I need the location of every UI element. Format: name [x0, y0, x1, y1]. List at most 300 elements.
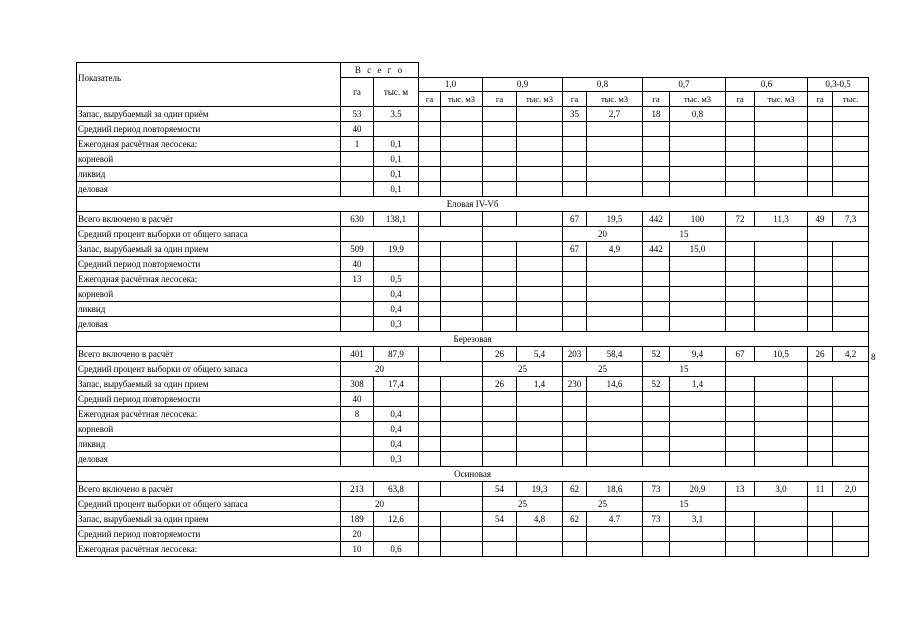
table-row: [77, 182, 869, 197]
row-label: Средний процент выборки от общего запаса: [77, 497, 341, 512]
table-cell: [441, 212, 483, 227]
table-row: [77, 392, 869, 407]
table-cell: 67: [563, 242, 587, 257]
edge-mark: 8: [871, 352, 876, 362]
table-cell: [808, 422, 833, 437]
table-cell: [808, 137, 833, 152]
table-cell: [483, 317, 517, 332]
table-cell: [755, 422, 808, 437]
table-cell: [670, 422, 726, 437]
table-cell: [441, 392, 483, 407]
table-cell: [808, 512, 833, 527]
table-cell: 230: [563, 377, 587, 392]
table-cell: [587, 317, 643, 332]
table-cell: [587, 392, 643, 407]
table-cell: [670, 257, 726, 272]
table-cell: 26: [808, 347, 833, 362]
sub-ths: тыс. м3: [755, 92, 808, 107]
section-row: [77, 332, 869, 347]
table-row: [77, 242, 869, 257]
table-cell: 13: [341, 272, 374, 287]
table-cell: 442: [643, 212, 670, 227]
table-cell: [563, 257, 587, 272]
table-cell: [517, 182, 563, 197]
table-cell: [833, 407, 869, 422]
table-cell: [374, 257, 419, 272]
table-cell: [670, 317, 726, 332]
table-cell: [341, 437, 374, 452]
table-cell: [441, 407, 483, 422]
table-cell: [517, 542, 563, 557]
table-cell: [419, 107, 441, 122]
table-cell: 62: [563, 482, 587, 497]
table-cell: 52: [643, 377, 670, 392]
table-cell: 0,1: [374, 152, 419, 167]
table-cell: 213: [341, 482, 374, 497]
table-cell: [517, 242, 563, 257]
table-cell: [726, 122, 755, 137]
table-cell: [808, 362, 869, 377]
table-cell: [517, 452, 563, 467]
row-label: Всего включено в расчёт: [77, 482, 341, 497]
table-cell: [643, 437, 670, 452]
table-cell: 40: [341, 392, 374, 407]
table-cell: 0,4: [374, 407, 419, 422]
table-row: [77, 272, 869, 287]
table-cell: 53: [341, 107, 374, 122]
table-cell: 3,1: [670, 512, 726, 527]
table-cell: [755, 182, 808, 197]
forest-calculation-table: [76, 62, 869, 557]
row-label: Запас, вырубаемый за один прием: [77, 512, 341, 527]
table-cell: [755, 287, 808, 302]
row-label: Запас, вырубаемый за один приём: [77, 107, 341, 122]
table-cell: 18,6: [587, 482, 643, 497]
header-total-ha: га: [341, 78, 374, 107]
table-cell: [833, 392, 869, 407]
table-cell: [441, 452, 483, 467]
table-cell: [755, 122, 808, 137]
table-cell: [483, 212, 517, 227]
table-cell: [808, 122, 833, 137]
table-cell: 3.5: [374, 107, 419, 122]
table-cell: 100: [670, 212, 726, 227]
table-cell: 19,5: [587, 212, 643, 227]
sub-ths: тыс. м3: [517, 92, 563, 107]
table-cell: 20: [563, 227, 643, 242]
table-cell: [670, 122, 726, 137]
row-label: ликвид: [77, 437, 341, 452]
table-cell: 67: [726, 347, 755, 362]
table-cell: [517, 407, 563, 422]
table-cell: [643, 122, 670, 137]
table-cell: [483, 422, 517, 437]
table-cell: 0,4: [374, 437, 419, 452]
table-cell: [419, 437, 441, 452]
table-cell: [670, 287, 726, 302]
table-cell: [808, 167, 833, 182]
table-cell: [726, 437, 755, 452]
table-cell: 26: [483, 347, 517, 362]
table-cell: [419, 152, 441, 167]
table-cell: [441, 317, 483, 332]
table-cell: [483, 122, 517, 137]
row-label: корневой: [77, 287, 341, 302]
row-label: Ежегодная расчётная лесосека:: [77, 272, 341, 287]
table-cell: [833, 512, 869, 527]
table-cell: [755, 167, 808, 182]
table-row: [77, 287, 869, 302]
table-cell: 4,8: [517, 512, 563, 527]
table-cell: [563, 422, 587, 437]
table-cell: [643, 287, 670, 302]
table-cell: [643, 542, 670, 557]
table-cell: [726, 422, 755, 437]
table-cell: 15: [643, 362, 726, 377]
table-cell: 73: [643, 512, 670, 527]
table-cell: [517, 317, 563, 332]
table-cell: [441, 137, 483, 152]
section-row: [77, 197, 869, 212]
table-cell: [441, 347, 483, 362]
table-cell: [563, 137, 587, 152]
table-cell: [670, 452, 726, 467]
table-cell: [441, 272, 483, 287]
table-cell: [808, 527, 833, 542]
table-cell: [670, 182, 726, 197]
table-cell: [808, 152, 833, 167]
table-cell: [419, 122, 441, 137]
table-cell: [643, 257, 670, 272]
table-cell: [587, 437, 643, 452]
table-cell: [643, 317, 670, 332]
table-cell: 62: [563, 512, 587, 527]
table-cell: [341, 302, 374, 317]
table-cell: [833, 107, 869, 122]
table-cell: [341, 287, 374, 302]
table-cell: [670, 137, 726, 152]
table-cell: 0,5: [374, 272, 419, 287]
row-label: Средний процент выборки от общего запаса: [77, 362, 341, 377]
table-cell: [726, 302, 755, 317]
table-row: [77, 167, 869, 182]
table-cell: [808, 377, 833, 392]
sub-ths: тыс. м3: [587, 92, 643, 107]
table-cell: [643, 527, 670, 542]
table-cell: [808, 287, 833, 302]
table-cell: 0,4: [374, 422, 419, 437]
table-cell: [726, 182, 755, 197]
table-cell: [643, 137, 670, 152]
sub-ha: га: [808, 92, 833, 107]
table-cell: [517, 257, 563, 272]
table-cell: [483, 137, 517, 152]
sub-ha: га: [726, 92, 755, 107]
table-cell: [441, 542, 483, 557]
table-cell: [483, 107, 517, 122]
table-cell: [419, 512, 441, 527]
table-cell: [726, 362, 808, 377]
row-label: ликвид: [77, 167, 341, 182]
table-cell: [755, 272, 808, 287]
table-cell: [563, 167, 587, 182]
table-cell: [563, 272, 587, 287]
table-cell: [587, 257, 643, 272]
table-cell: 0,1: [374, 167, 419, 182]
table-cell: [563, 302, 587, 317]
table-cell: 15: [643, 227, 726, 242]
table-cell: [483, 257, 517, 272]
table-cell: [419, 452, 441, 467]
table-cell: 20: [341, 527, 374, 542]
table-cell: [441, 437, 483, 452]
table-cell: [441, 122, 483, 137]
table-cell: [563, 122, 587, 137]
table-cell: [833, 257, 869, 272]
table-cell: 203: [563, 347, 587, 362]
table-cell: [563, 317, 587, 332]
table-cell: [517, 437, 563, 452]
table-cell: [587, 302, 643, 317]
table-cell: [563, 452, 587, 467]
table-cell: 11: [808, 482, 833, 497]
table-cell: [419, 287, 441, 302]
table-cell: [833, 437, 869, 452]
header-class-6: 0,3-0,5: [808, 78, 869, 92]
table-cell: 19,3: [517, 482, 563, 497]
table-cell: [808, 407, 833, 422]
table-cell: [833, 302, 869, 317]
table-cell: 7,3: [833, 212, 869, 227]
table-cell: 15,0: [670, 242, 726, 257]
table-cell: [755, 137, 808, 152]
table-cell: [517, 392, 563, 407]
table-cell: [726, 152, 755, 167]
table-cell: [517, 287, 563, 302]
table-cell: [726, 527, 755, 542]
table-cell: [726, 377, 755, 392]
table-row: [77, 347, 869, 362]
table-cell: [670, 437, 726, 452]
table-cell: 0,1: [374, 182, 419, 197]
row-label: Средний период повторяемости: [77, 392, 341, 407]
table-cell: [808, 242, 833, 257]
table-row: [77, 212, 869, 227]
table-cell: [517, 152, 563, 167]
header-indicator: Показатель: [77, 63, 341, 107]
table-row: [77, 497, 869, 512]
table-cell: [419, 392, 441, 407]
table-cell: [755, 542, 808, 557]
table-cell: 54: [483, 482, 517, 497]
sub-ha: га: [643, 92, 670, 107]
table-cell: 40: [341, 122, 374, 137]
table-cell: [483, 182, 517, 197]
table-cell: [483, 452, 517, 467]
table-cell: [483, 527, 517, 542]
table-cell: 73: [643, 482, 670, 497]
table-cell: [833, 152, 869, 167]
table-cell: [833, 542, 869, 557]
table-cell: [517, 212, 563, 227]
table-cell: [419, 482, 441, 497]
table-cell: [587, 182, 643, 197]
table-cell: [587, 422, 643, 437]
table-cell: [341, 452, 374, 467]
table-cell: [587, 407, 643, 422]
header-class-2: 0,9: [483, 78, 563, 92]
table-cell: [587, 122, 643, 137]
table-cell: [726, 227, 808, 242]
table-cell: [419, 377, 441, 392]
document-table-container: [76, 62, 869, 557]
row-label: Средний период повторяемости: [77, 527, 341, 542]
table-cell: [563, 152, 587, 167]
sub-ha: га: [563, 92, 587, 107]
table-cell: [726, 452, 755, 467]
table-cell: [419, 542, 441, 557]
table-cell: 40: [341, 257, 374, 272]
row-label: Средний процент выборки от общего запаса: [77, 227, 341, 242]
table-cell: 19,9: [374, 242, 419, 257]
table-cell: [726, 137, 755, 152]
table-cell: [808, 182, 833, 197]
table-cell: [483, 152, 517, 167]
table-cell: [808, 392, 833, 407]
table-cell: [517, 302, 563, 317]
table-cell: 3,0: [755, 482, 808, 497]
sub-ths: тыс. м3: [441, 92, 483, 107]
table-cell: [670, 272, 726, 287]
table-cell: [755, 302, 808, 317]
table-cell: [419, 407, 441, 422]
row-label: корневой: [77, 152, 341, 167]
table-cell: [755, 242, 808, 257]
table-cell: [563, 287, 587, 302]
table-cell: [483, 302, 517, 317]
row-label: деловая: [77, 452, 341, 467]
table-cell: [563, 407, 587, 422]
table-cell: [517, 272, 563, 287]
table-cell: [441, 167, 483, 182]
table-cell: [441, 182, 483, 197]
table-cell: [755, 512, 808, 527]
table-cell: [441, 482, 483, 497]
table-cell: 20,9: [670, 482, 726, 497]
table-cell: [483, 437, 517, 452]
table-cell: [755, 527, 808, 542]
table-cell: [419, 302, 441, 317]
table-cell: [587, 167, 643, 182]
table-cell: 52: [643, 347, 670, 362]
table-cell: [419, 362, 483, 377]
table-row: [77, 107, 869, 122]
table-cell: [833, 272, 869, 287]
table-row: [77, 227, 869, 242]
table-cell: [441, 377, 483, 392]
table-cell: 10,5: [755, 347, 808, 362]
table-cell: [374, 527, 419, 542]
header-class-5: 0,6: [726, 78, 808, 92]
table-cell: 189: [341, 512, 374, 527]
table-cell: [726, 542, 755, 557]
table-cell: 25: [483, 362, 563, 377]
table-cell: [419, 257, 441, 272]
table-cell: 509: [341, 242, 374, 257]
table-cell: 1,4: [517, 377, 563, 392]
table-cell: [755, 317, 808, 332]
table-row: [77, 152, 869, 167]
table-cell: [563, 527, 587, 542]
table-cell: [833, 422, 869, 437]
table-cell: [517, 107, 563, 122]
row-label: Запас, вырубаемый за один прием: [77, 377, 341, 392]
table-cell: [726, 167, 755, 182]
row-label: Средний период повторяемости: [77, 122, 341, 137]
table-cell: 4,9: [587, 242, 643, 257]
table-row: [77, 437, 869, 452]
table-cell: [419, 137, 441, 152]
table-cell: [670, 407, 726, 422]
section-title: Еловая IV-Vб: [77, 197, 869, 212]
table-cell: 25: [563, 497, 643, 512]
table-cell: [419, 272, 441, 287]
sub-ha: га: [419, 92, 441, 107]
table-cell: [483, 167, 517, 182]
table-cell: [419, 317, 441, 332]
table-cell: [419, 212, 441, 227]
table-cell: [419, 167, 441, 182]
header-class-3: 0,8: [563, 78, 643, 92]
table-cell: [726, 392, 755, 407]
table-cell: [833, 182, 869, 197]
table-cell: [643, 182, 670, 197]
table-cell: [670, 392, 726, 407]
table-cell: 0,8: [670, 107, 726, 122]
table-cell: [419, 527, 441, 542]
table-cell: [563, 392, 587, 407]
table-cell: 13: [726, 482, 755, 497]
table-cell: [833, 527, 869, 542]
table-cell: [755, 152, 808, 167]
table-cell: 9,4: [670, 347, 726, 362]
table-cell: [808, 227, 869, 242]
table-cell: [726, 407, 755, 422]
table-cell: [563, 182, 587, 197]
table-cell: [341, 422, 374, 437]
table-cell: [483, 242, 517, 257]
table-cell: [833, 167, 869, 182]
table-cell: [670, 152, 726, 167]
table-cell: [755, 437, 808, 452]
table-cell: [726, 317, 755, 332]
section-title: Березовая: [77, 332, 869, 347]
table-cell: [643, 167, 670, 182]
table-cell: [483, 287, 517, 302]
table-cell: [808, 497, 869, 512]
table-cell: 401: [341, 347, 374, 362]
table-cell: [563, 542, 587, 557]
table-cell: [419, 347, 441, 362]
table-row: [77, 422, 869, 437]
table-row: [77, 407, 869, 422]
table-cell: [833, 317, 869, 332]
table-cell: [441, 512, 483, 527]
table-cell: [441, 422, 483, 437]
table-row: [77, 377, 869, 392]
table-cell: [374, 122, 419, 137]
table-cell: [670, 167, 726, 182]
